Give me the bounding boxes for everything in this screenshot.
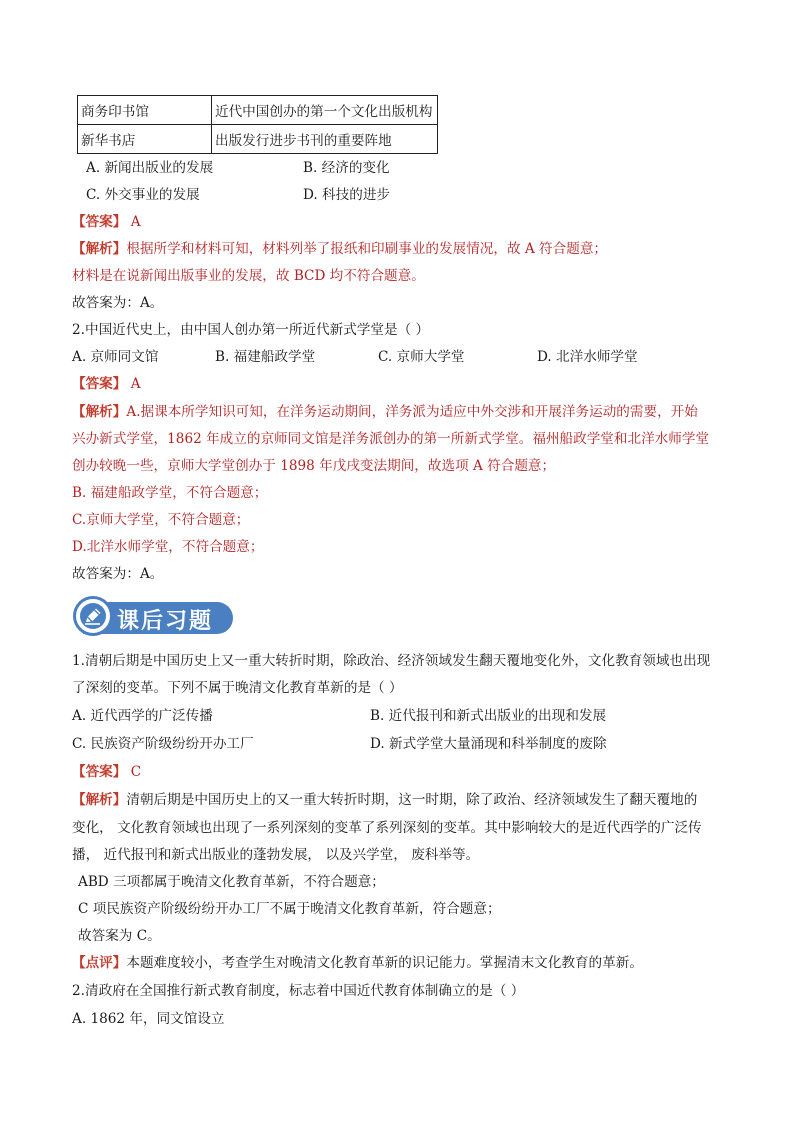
- question-text: 了深刻的变革。下列不属于晚清文化教育革新的是（ ）: [72, 680, 403, 696]
- analysis-text: 播， 近代报刊和新式出版业的蓬勃发展， 以及兴学堂， 废科举等。: [72, 847, 480, 863]
- table-cell: 出版发行进步书刊的重要阵地: [212, 125, 438, 154]
- conclusion: 故答案为：A。: [72, 295, 164, 311]
- analysis-tag: 【解析】: [72, 792, 127, 808]
- analysis-line: [72, 790, 697, 810]
- analysis-text: 兴办新式学堂，1862 年成立的京师同文馆是洋务派创办的第一所新式学堂。福州船政学堂和北洋水师学堂: [72, 431, 710, 447]
- question-text: 1.清朝后期是中国历史上又一重大转折时期，除政治、经济领域发生翻天覆地变化外，文化教育领域也出现: [72, 653, 711, 669]
- analysis-text: A.据课本所学知识可知，在洋务运动期间，洋务派为适应中外交涉和开展洋务运动的需要，开始: [126, 404, 698, 420]
- comment-tag: 【点评】: [72, 955, 127, 971]
- comment-line: [72, 953, 643, 973]
- table-cell: 新华书店: [78, 125, 212, 154]
- section-banner: [73, 596, 233, 638]
- option-a: A. 1862 年，同文馆设立: [72, 1011, 225, 1027]
- option-a: A. 新闻出版业的发展: [86, 160, 214, 176]
- analysis-line: [72, 402, 698, 422]
- answer-tag: 【答案】: [72, 214, 127, 230]
- analysis-tag: 【解析】: [72, 241, 127, 257]
- answer-tag: 【答案】: [72, 764, 127, 780]
- pencil-icon: [73, 596, 113, 636]
- answer-value: A: [130, 376, 141, 392]
- table-row: [78, 125, 438, 154]
- option-c: C. 民族资产阶级纷纷开办工厂: [72, 736, 254, 752]
- option-b: B. 经济的变化: [303, 160, 390, 176]
- question-text: 2.中国近代史上，由中国人创办第一所近代新式学堂是（ ）: [72, 322, 430, 338]
- option-d: D. 新式学堂大量涌现和科举制度的废除: [370, 736, 607, 752]
- analysis-text: ABD 三项都属于晚清文化教育革新，不符合题意；: [78, 874, 385, 890]
- analysis-line: [72, 239, 607, 259]
- section-title: 课后习题: [117, 609, 214, 634]
- comment-text: 本题难度较小，考查学生对晚清文化教育革新的识记能力。掌握清末文化教育的革新。: [126, 955, 643, 971]
- analysis-text: 清朝后期是中国历史上的又一重大转折时期，这一时期，除了政治、经济领域发生了翻天覆地的: [126, 792, 698, 808]
- answer-line: [72, 762, 141, 782]
- table-cell: 商务印书馆: [78, 96, 212, 125]
- option-a: A. 京师同文馆: [72, 349, 159, 365]
- option-d: D. 北洋水师学堂: [537, 349, 638, 365]
- table-row: [78, 96, 438, 125]
- analysis-text: 材料是在说新闻出版事业的发展，故 BCD 均不符合题意。: [72, 268, 425, 284]
- analysis-text: 创办较晚一些，京师大学堂创办于 1898 年戊戌变法期间，故选项 A 符合题意；: [72, 458, 556, 474]
- option-c: C. 京师大学堂: [378, 349, 465, 365]
- question-text: 2.清政府在全国推行新式教育制度，标志着中国近代教育体制确立的是（ ）: [72, 983, 525, 999]
- analysis-text: 故答案为 C。: [78, 928, 161, 944]
- publisher-table: [77, 95, 438, 154]
- analysis-text: B. 福建船政学堂，不符合题意；: [72, 485, 268, 501]
- answer-value: A: [130, 214, 141, 230]
- analysis-text: C 项民族资产阶级纷纷开办工厂不属于晚清文化教育革新，符合题意；: [78, 901, 501, 917]
- answer-tag: 【答案】: [72, 376, 127, 392]
- answer-value: C: [130, 764, 142, 780]
- analysis-text: 根据所学和材料可知，材料列举了报纸和印刷事业的发展情况，故 A 符合题意；: [126, 241, 608, 257]
- analysis-text: C.京师大学堂，不符合题意；: [72, 512, 250, 528]
- option-a: A. 近代西学的广泛传播: [72, 708, 213, 724]
- analysis-text: D.北洋水师学堂，不符合题意；: [72, 539, 264, 555]
- analysis-text: 变化， 文化教育领域也出现了一系列深刻的变革了系列深刻的变革。其中影响较大的是近代西学的广泛传: [72, 820, 702, 836]
- conclusion: 故答案为：A。: [72, 566, 164, 582]
- answer-line: [72, 212, 141, 232]
- table-cell: 近代中国创办的第一个文化出版机构: [212, 96, 438, 125]
- option-b: B. 福建船政学堂: [215, 349, 316, 365]
- analysis-tag: 【解析】: [72, 404, 127, 420]
- option-c: C. 外交事业的发展: [86, 187, 200, 203]
- option-d: D. 科技的进步: [303, 187, 391, 203]
- answer-line: [72, 374, 141, 394]
- option-b: B. 近代报刊和新式出版业的出现和发展: [370, 708, 607, 724]
